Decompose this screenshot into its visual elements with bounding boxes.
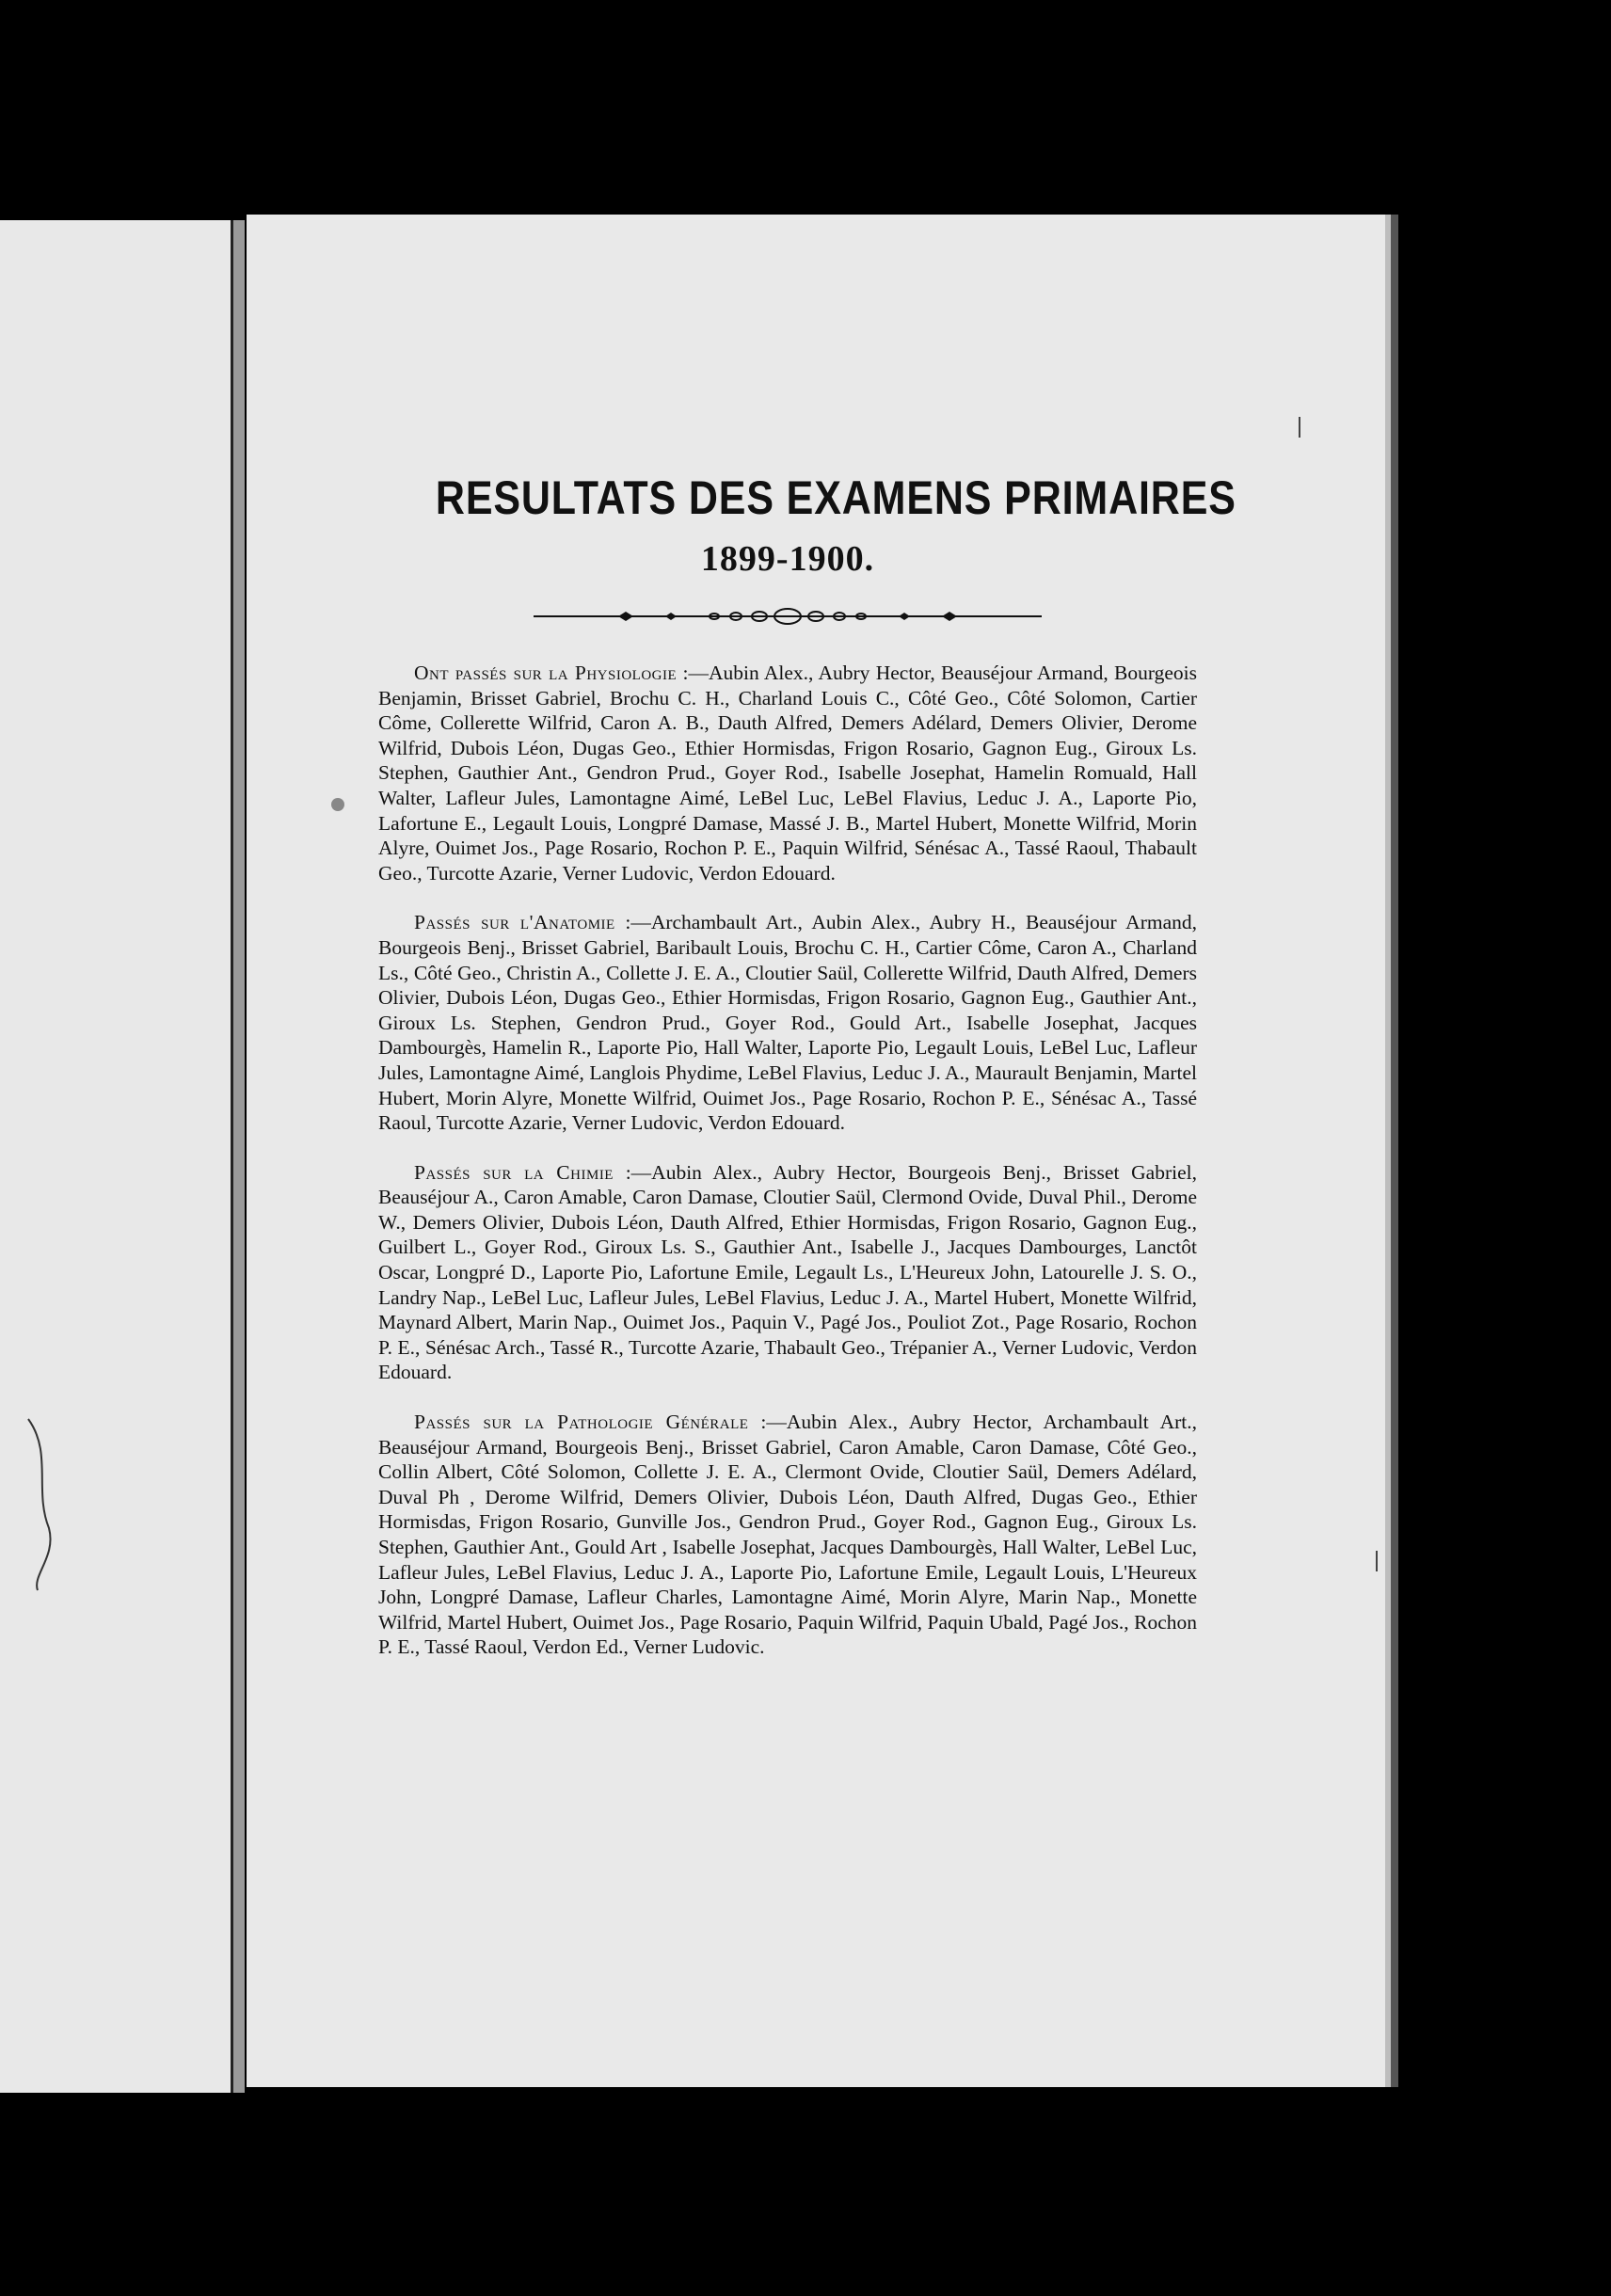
- page-title: RESULTATS DES EXAMENS PRIMAIRES: [435, 471, 1236, 524]
- section-lead: Passés sur la Pathologie Générale: [414, 1411, 749, 1434]
- section-names: :—Aubin Alex., Aubry Hector, Beauséjour Armand, Bourgeois Benjamin, Brisset Gabriel, Brochu C. H., Charland Louis C., Côté Geo., Côté Solomon, Cartier Côme, Collerette Wilfrid, Caron A. B., Dauth Alfred, Demers Adélard, Demers Olivier, Derome Wilfrid, Dubois Léon, Dugas Geo., Ethier Hormisdas, Frigon Rosario, Gagnon Eug., Giroux Ls. Stephen, Gauthier Ant., Gendron Prud., Goyer Rod., Isabelle Josephat, Hamelin Romuald, Hall Walter, Lafleur Jules, Lamontagne Aimé, LeBel Luc, LeBel Flavius, Leduc J. A., Laporte Pio, Lafortune E., Legault Louis, Longpré Damase, Massé J. B., Martel Hubert, Monette Wilfrid, Morin Alyre, Ouimet Jos., Page Rosario, Rochon P. E., Paquin Wilfrid, Sénésac A., Tassé Raoul, Thabault Geo., Turcotte Azarie, Verner Ludovic, Verdon Edouard.: [378, 662, 1197, 885]
- section-lead: Passés sur l'Anatomie: [414, 911, 615, 934]
- pencil-mark: [24, 1415, 58, 1594]
- stain-mark: [331, 798, 344, 811]
- section-names: :—Aubin Alex., Aubry Hector, Archambault Art., Beauséjour Armand, Bourgeois Benj., Brisset Gabriel, Caron Amable, Caron Damase, Côté Geo., Collin Albert, Côté Solomon, Collette J. E. A., Clermont Ovide, Cloutier Saül, Demers Adélard, Duval Ph , Derome Wilfrid, Demers Olivier, Dubois Léon, Dauth Alfred, Dugas Geo., Ethier Hormisdas, Frigon Rosario, Gunville Jos., Gendron Prud., Goyer Rod., Gagnon Eug., Giroux Ls. Stephen, Gauthier Ant., Gould Art , Isabelle Josephat, Jacques Dambourgès, Hall Walter, LeBel Luc, Lafleur Jules, LeBel Flavius, Leduc J. A., Laporte Pio, Lafortune Emile, Legault Louis, L'Heureux John, Longpré Damase, Lafleur Charles, Lamontagne Aimé, Morin Alyre, Marin Nap., Monette Wilfrid, Martel Hubert, Ouimet Jos., Page Rosario, Paquin Wilfrid, Paquin Ubald, Pagé Jos., Rochon P. E., Tassé Raoul, Verdon Ed., Verner Ludovic.: [378, 1411, 1197, 1659]
- page-content: [378, 470, 1236, 1684]
- left-page-fragment: [0, 220, 234, 2093]
- results-anatomie: [378, 910, 1197, 1135]
- section-lead: Passés sur la Chimie: [414, 1160, 614, 1184]
- results-pathologie: [378, 1410, 1197, 1660]
- section-names: :—Aubin Alex., Aubry Hector, Bourgeois Benj., Brisset Gabriel, Beauséjour A., Caron Amable, Caron Damase, Cloutier Saül, Clermond Ovide, Duval Phil., Derome W., Demers Olivier, Dubois Léon, Dauth Alfred, Ethier Hormisdas, Frigon Rosario, Gagnon Eug., Guilbert L., Goyer Rod., Giroux Ls. S., Gauthier Ant., Isabelle J., Jacques Dambourges, Lanctôt Oscar, Longpré D., Laporte Pio, Lafortune Emile, Legault Ls., L'Heureux John, Latourelle J. S. O., Landry Nap., LeBel Luc, Lafleur Jules, LeBel Flavius, Leduc J. A., Martel Hubert, Monette Wilfrid, Maynard Albert, Marin Nap., Ouimet Jos., Paquin V., Pagé Jos., Pouliot Zot., Page Rosario, Rochon P. E., Sénésac Arch., Tassé R., Turcotte Azarie, Thabault Geo., Trépanier A., Verner Ludovic, Verdon Edouard.: [378, 1160, 1197, 1384]
- section-lead: Ont passés sur la Physiologie: [414, 662, 678, 684]
- margin-tick: [1299, 417, 1300, 438]
- page-gutter: [233, 220, 245, 2093]
- results-chimie: [378, 1160, 1197, 1385]
- ornament-divider: [378, 606, 1197, 627]
- document-page: [247, 215, 1391, 2087]
- ornament-icon: [534, 606, 1042, 627]
- results-physiologie: [378, 661, 1197, 885]
- section-names: :—Archambault Art., Aubin Alex., Aubry H., Beauséjour Armand, Bourgeois Benj., Brisset Gabriel, Baribault Louis, Brochu C. H., Cartier Côme, Caron A., Charland Ls., Côté Geo., Christin A., Collette J. E. A., Cloutier Saül, Collerette Wilfrid, Dauth Alfred, Demers Olivier, Dubois Léon, Dugas Geo., Ethier Hormisdas, Frigon Rosario, Gagnon Eug., Gauthier Ant., Giroux Ls. Stephen, Gendron Prud., Goyer Rod., Gould Art., Isabelle Josephat, Jacques Dambourgès, Hamelin R., Laporte Pio, Hall Walter, Laporte Pio, Legault Louis, LeBel Luc, Lafleur Jules, Lamontagne Aimé, Langlois Phydime, LeBel Flavius, Leduc J. A., Maurault Benjamin, Martel Hubert, Morin Alyre, Monette Wilfrid, Ouimet Jos., Page Rosario, Rochon P. E., Sénésac A., Tassé Raoul, Turcotte Azarie, Verner Ludovic, Verdon Edouard.: [378, 911, 1197, 1135]
- page-years: 1899-1900.: [700, 539, 875, 579]
- margin-tick: [1376, 1551, 1378, 1571]
